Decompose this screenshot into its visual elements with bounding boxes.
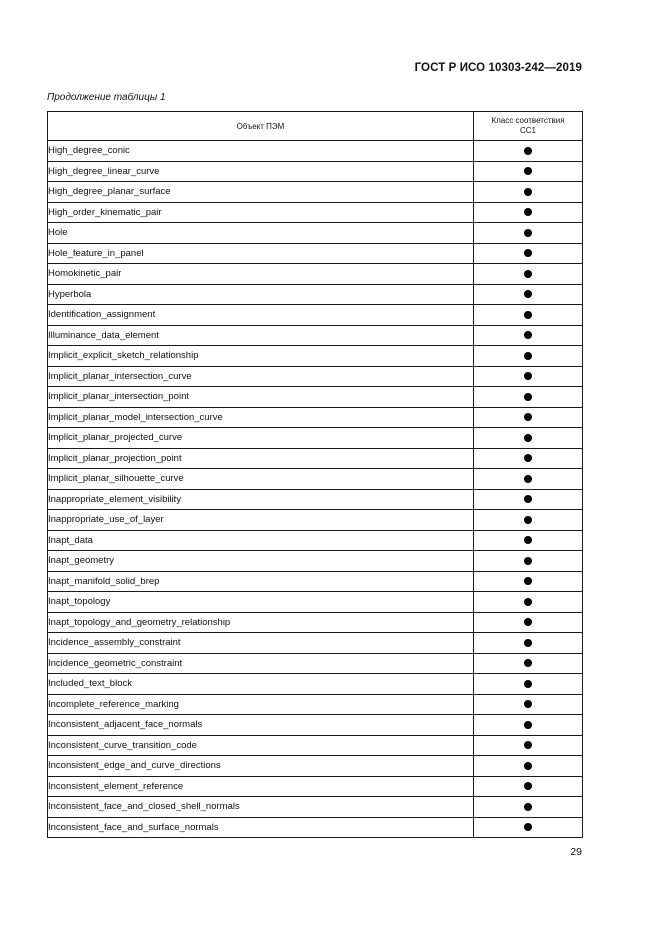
conformance-mark-cell [474,243,583,264]
conformance-mark-cell [474,715,583,736]
conformance-table [47,111,583,838]
filled-circle-icon [524,598,532,606]
filled-circle-icon [524,823,532,831]
table-row [48,797,583,818]
conformance-mark-cell [474,653,583,674]
object-name-cell: Inapt_topology_and_geometry_relationship [48,612,474,633]
table-row [48,264,583,285]
column-header-class-line1: Класс соответствия [491,116,565,125]
table-row [48,510,583,531]
filled-circle-icon [524,618,532,626]
conformance-mark-cell [474,592,583,613]
table-row [48,448,583,469]
table-row [48,489,583,510]
table-row [48,817,583,838]
table-row [48,469,583,490]
conformance-mark-cell [474,756,583,777]
object-name-cell: Hyperbola [48,284,474,305]
table-body [48,141,583,838]
filled-circle-icon [524,495,532,503]
filled-circle-icon [524,229,532,237]
conformance-mark-cell [474,141,583,162]
conformance-mark-cell [474,182,583,203]
table-row [48,674,583,695]
object-name-cell: Incidence_geometric_constraint [48,653,474,674]
conformance-mark-cell [474,366,583,387]
conformance-mark-cell [474,223,583,244]
object-name-cell: Inappropriate_use_of_layer [48,510,474,531]
object-name-cell: Inconsistent_face_and_closed_shell_normals [48,797,474,818]
conformance-mark-cell [474,448,583,469]
filled-circle-icon [524,639,532,647]
table-row [48,571,583,592]
table-row [48,428,583,449]
filled-circle-icon [524,413,532,421]
conformance-mark-cell [474,469,583,490]
object-name-cell: Inconsistent_adjacent_face_normals [48,715,474,736]
conformance-mark-cell [474,305,583,326]
filled-circle-icon [524,352,532,360]
filled-circle-icon [524,393,532,401]
conformance-mark-cell [474,797,583,818]
object-name-cell: Inconsistent_edge_and_curve_directions [48,756,474,777]
column-header-class [474,112,583,141]
conformance-mark-cell [474,674,583,695]
table-row [48,284,583,305]
conformance-mark-cell [474,325,583,346]
object-name-cell: High_order_kinematic_pair [48,202,474,223]
conformance-mark-cell [474,510,583,531]
filled-circle-icon [524,434,532,442]
object-name-cell: Implicit_planar_projection_point [48,448,474,469]
document-code: ГОСТ Р ИСО 10303-242—2019 [414,62,582,74]
conformance-mark-cell [474,776,583,797]
page-number: 29 [570,846,582,858]
table-row [48,202,583,223]
object-name-cell: Identification_assignment [48,305,474,326]
table-row [48,346,583,367]
object-name-cell: High_degree_conic [48,141,474,162]
table-row [48,776,583,797]
filled-circle-icon [524,577,532,585]
conformance-mark-cell [474,387,583,408]
filled-circle-icon [524,208,532,216]
object-name-cell: Incidence_assembly_constraint [48,633,474,654]
filled-circle-icon [524,167,532,175]
column-header-class-line2: CC1 [519,126,536,135]
filled-circle-icon [524,270,532,278]
object-name-cell: Inconsistent_face_and_surface_normals [48,817,474,838]
filled-circle-icon [524,475,532,483]
table-row [48,223,583,244]
object-name-cell: Implicit_planar_projected_curve [48,428,474,449]
object-name-cell: Implicit_explicit_sketch_relationship [48,346,474,367]
object-name-cell: Inconsistent_curve_transition_code [48,735,474,756]
conformance-mark-cell [474,817,583,838]
object-name-cell: Implicit_planar_model_intersection_curve [48,407,474,428]
column-header-object: Объект ПЭМ [48,112,474,141]
object-name-cell: Inapt_manifold_solid_brep [48,571,474,592]
filled-circle-icon [524,311,532,319]
table-row [48,305,583,326]
table-row [48,366,583,387]
filled-circle-icon [524,147,532,155]
object-name-cell: High_degree_linear_curve [48,161,474,182]
table-row [48,694,583,715]
filled-circle-icon [524,782,532,790]
conformance-mark-cell [474,202,583,223]
table-row [48,182,583,203]
filled-circle-icon [524,721,532,729]
table-row [48,735,583,756]
conformance-mark-cell [474,264,583,285]
table-row [48,612,583,633]
object-name-cell: Inapt_geometry [48,551,474,572]
object-name-cell: Implicit_planar_intersection_point [48,387,474,408]
object-name-cell: Implicit_planar_silhouette_curve [48,469,474,490]
object-name-cell: Hole [48,223,474,244]
object-name-cell: Hole_feature_in_panel [48,243,474,264]
filled-circle-icon [524,557,532,565]
filled-circle-icon [524,700,532,708]
table-row [48,715,583,736]
filled-circle-icon [524,762,532,770]
table-row [48,592,583,613]
filled-circle-icon [524,516,532,524]
filled-circle-icon [524,659,532,667]
object-name-cell: Inapt_data [48,530,474,551]
table-row [48,407,583,428]
filled-circle-icon [524,803,532,811]
filled-circle-icon [524,372,532,380]
filled-circle-icon [524,331,532,339]
object-name-cell: Homokinetic_pair [48,264,474,285]
filled-circle-icon [524,680,532,688]
object-name-cell: Inapt_topology [48,592,474,613]
conformance-mark-cell [474,551,583,572]
table-row [48,161,583,182]
conformance-mark-cell [474,612,583,633]
table-row [48,141,583,162]
object-name-cell: Illuminance_data_element [48,325,474,346]
filled-circle-icon [524,249,532,257]
filled-circle-icon [524,536,532,544]
table-row [48,530,583,551]
object-name-cell: Incomplete_reference_marking [48,694,474,715]
conformance-mark-cell [474,694,583,715]
table-row [48,551,583,572]
conformance-mark-cell [474,530,583,551]
conformance-mark-cell [474,407,583,428]
table-row [48,653,583,674]
table-row [48,387,583,408]
filled-circle-icon [524,188,532,196]
table-row [48,243,583,264]
conformance-mark-cell [474,161,583,182]
object-name-cell: Inappropriate_element_visibility [48,489,474,510]
conformance-mark-cell [474,633,583,654]
conformance-mark-cell [474,571,583,592]
object-name-cell: Included_text_block [48,674,474,695]
conformance-mark-cell [474,346,583,367]
object-name-cell: Inconsistent_element_reference [48,776,474,797]
filled-circle-icon [524,741,532,749]
table-row [48,756,583,777]
object-name-cell: High_degree_planar_surface [48,182,474,203]
table-caption: Продолжение таблицы 1 [47,92,166,103]
table-row [48,633,583,654]
table-row [48,325,583,346]
object-name-cell: Implicit_planar_intersection_curve [48,366,474,387]
conformance-mark-cell [474,428,583,449]
filled-circle-icon [524,454,532,462]
filled-circle-icon [524,290,532,298]
table-header-row [48,112,583,141]
conformance-mark-cell [474,489,583,510]
conformance-mark-cell [474,284,583,305]
conformance-mark-cell [474,735,583,756]
